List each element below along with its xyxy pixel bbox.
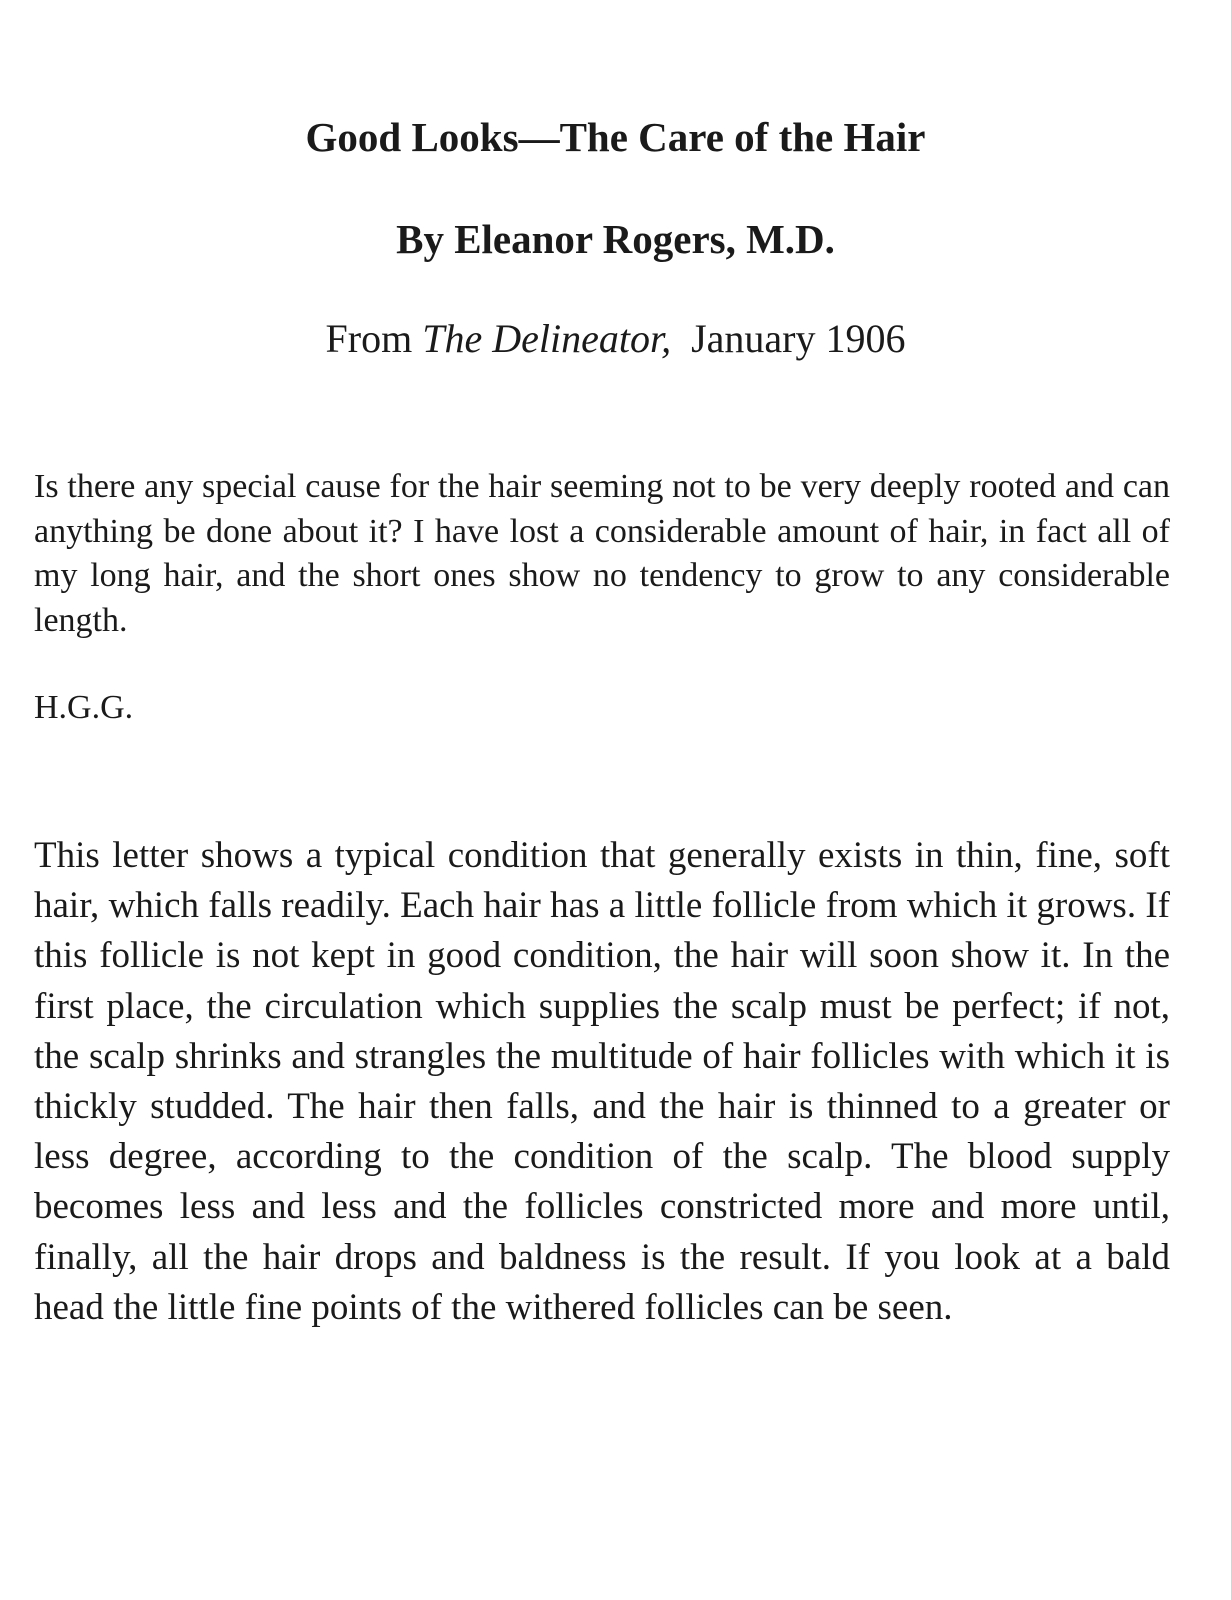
article-byline: By Eleanor Rogers, M.D. xyxy=(396,216,835,262)
letter-signature: H.G.G. xyxy=(34,689,134,726)
answer-paragraph: This letter shows a typical condition that generally exists in thin, fine, soft hair, which falls readily. Each hair has a little follicle from which it grows. If this follicle is not kept in good condition, the hair will soon show it. In the first place, the circulation which supplies the scalp must be perfect; if not, the scalp shrinks and strangles the multitude of hair follicles with which it is thickly studded. The hair then falls, and the hair is thinned to a greater or less degree, according to the condition of the scalp. The blood supply becomes less and less and the follicles constricted more and more until, finally, all the hair drops and baldness is the result. If you look at a bald head the little fine points of the withered follicles can be seen. xyxy=(34,835,1170,1328)
reader-letter: Is there any special cause for the hair seeming not to be very deeply rooted and can anything be done about it? I have lost a considerable amount of hair, in fact all of my long hair, and the short ones show no tendency to grow to any considerable length. xyxy=(34,468,1170,639)
article-title: Good Looks—The Care of the Hair xyxy=(305,114,926,160)
source-prefix: From xyxy=(325,316,423,361)
publication-name: The Delineator, xyxy=(422,316,672,361)
publication-date: January 1906 xyxy=(691,316,906,361)
article-source xyxy=(0,314,1231,364)
